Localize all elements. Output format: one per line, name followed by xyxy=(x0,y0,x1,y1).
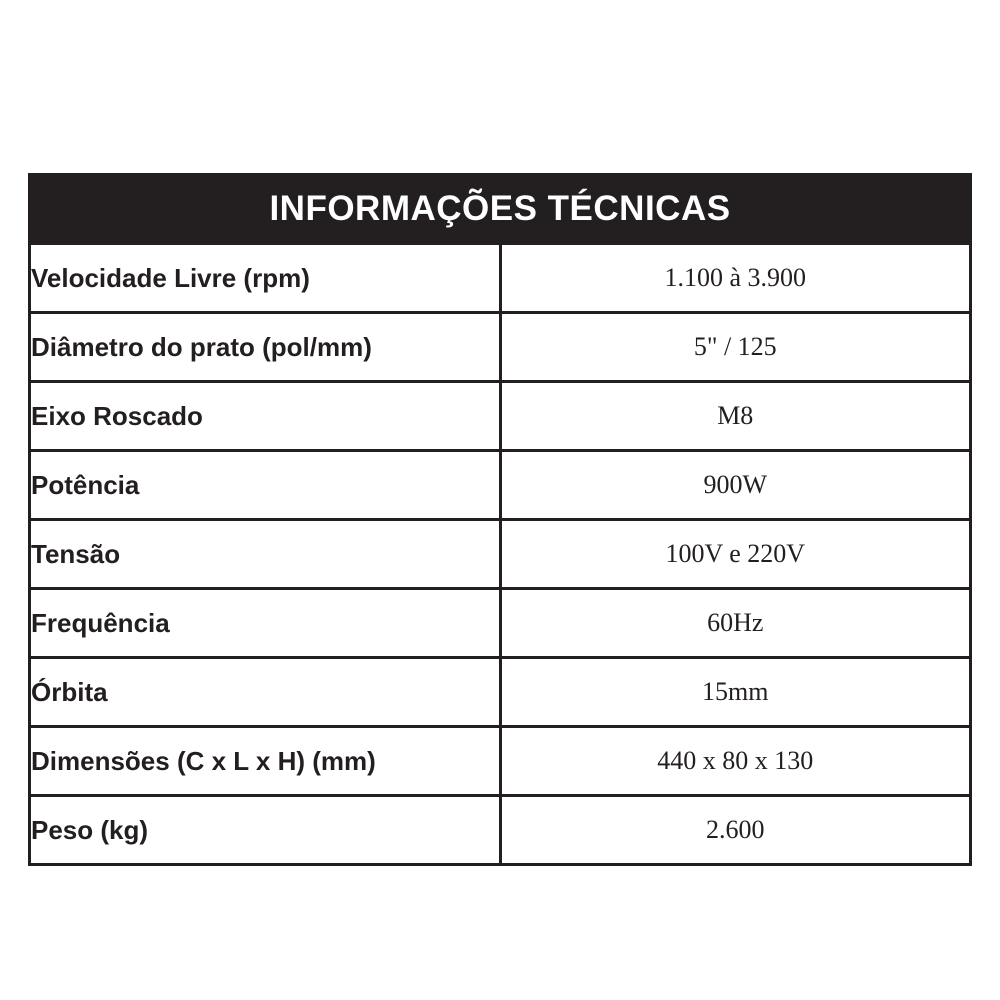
spec-label: Peso (kg) xyxy=(30,796,501,865)
spec-value: 440 x 80 x 130 xyxy=(500,727,971,796)
spec-value: 100V e 220V xyxy=(500,520,971,589)
technical-specifications-table xyxy=(28,173,972,866)
spec-value: 60Hz xyxy=(500,589,971,658)
spec-value: M8 xyxy=(500,382,971,451)
table-row xyxy=(30,520,971,589)
table-row xyxy=(30,727,971,796)
table-row xyxy=(30,382,971,451)
table-title: INFORMAÇÕES TÉCNICAS xyxy=(30,175,971,244)
spec-label: Órbita xyxy=(30,658,501,727)
spec-value: 2.600 xyxy=(500,796,971,865)
spec-label: Tensão xyxy=(30,520,501,589)
table-row xyxy=(30,244,971,313)
spec-label: Velocidade Livre (rpm) xyxy=(30,244,501,313)
spec-value: 900W xyxy=(500,451,971,520)
table-row xyxy=(30,313,971,382)
spec-value: 5" / 125 xyxy=(500,313,971,382)
spec-value: 15mm xyxy=(500,658,971,727)
table-row xyxy=(30,658,971,727)
spec-label: Frequência xyxy=(30,589,501,658)
table-row xyxy=(30,796,971,865)
table-row xyxy=(30,589,971,658)
spec-label: Potência xyxy=(30,451,501,520)
table-title-row xyxy=(30,175,971,244)
spec-label: Eixo Roscado xyxy=(30,382,501,451)
spec-label: Dimensões (C x L x H) (mm) xyxy=(30,727,501,796)
spec-value: 1.100 à 3.900 xyxy=(500,244,971,313)
table-row xyxy=(30,451,971,520)
spec-label: Diâmetro do prato (pol/mm) xyxy=(30,313,501,382)
